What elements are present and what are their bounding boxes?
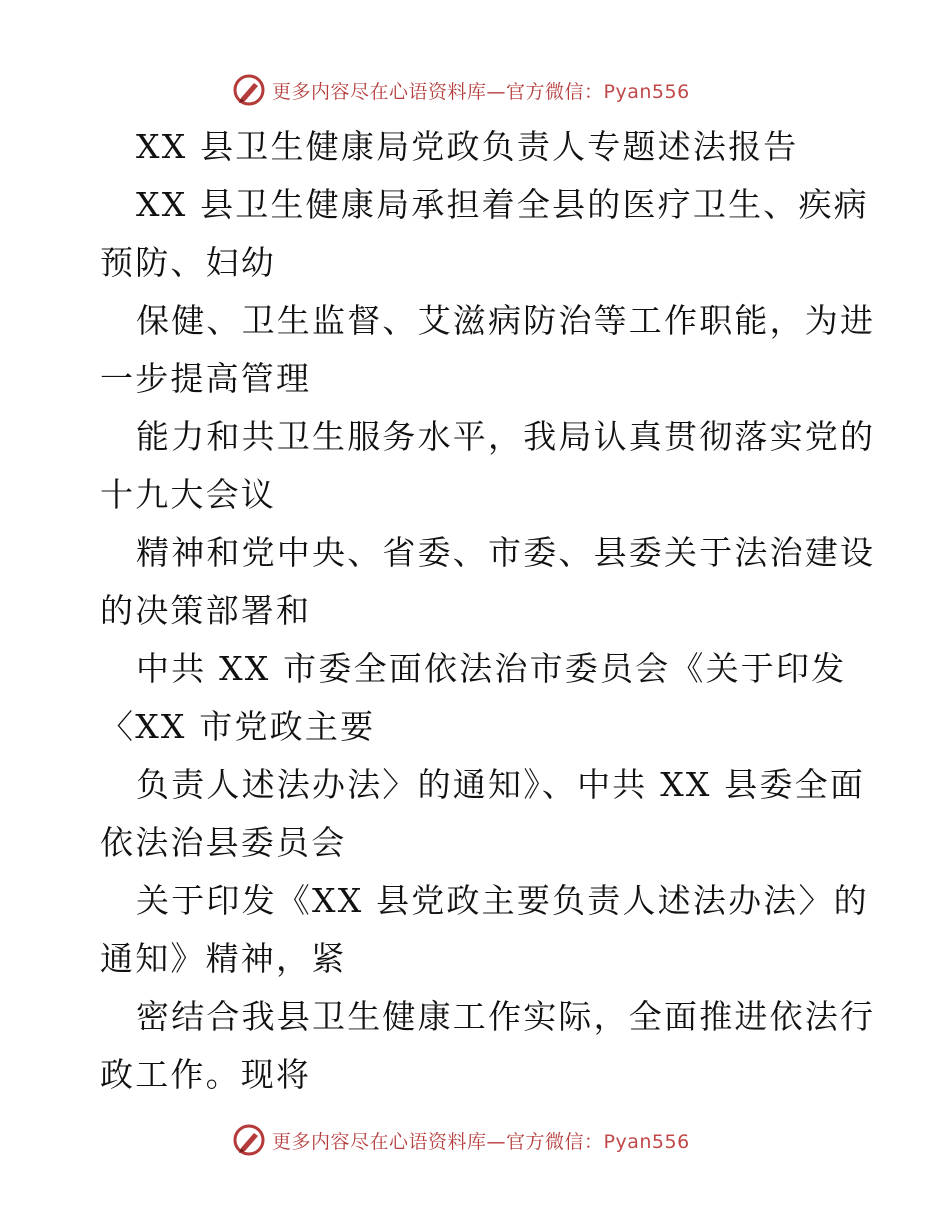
paragraph-line: 一步提高管理 — [100, 359, 312, 398]
paragraph-line: 预防、妇幼 — [100, 243, 276, 282]
paragraph-line: 依法治县委员会 — [100, 823, 347, 862]
paragraph-line: 能力和共卫生服务水平，我局认真贯彻落实党的 — [136, 417, 876, 456]
pen-logo-icon — [232, 73, 266, 107]
watermark-label: 更多内容尽在心语资料库—官方微信： — [272, 1130, 604, 1153]
paragraph-line: 关于印发《XX 县党政主要负责人述法办法〉的 — [136, 881, 869, 920]
watermark-text — [272, 1127, 690, 1154]
paragraph-line: 十九大会议 — [100, 475, 276, 514]
watermark-label: 更多内容尽在心语资料库—官方微信： — [272, 80, 604, 103]
document-title: XX 县卫生健康局党政负责人专题述法报告 — [136, 127, 799, 166]
paragraph-line: 政工作。现将 — [100, 1055, 312, 1094]
paragraph-line: 密结合我县卫生健康工作实际，全面推进依法行 — [136, 997, 876, 1036]
paragraph-line: 负责人述法办法〉的通知》、中共 XX 县委全面 — [136, 765, 866, 804]
footer-watermark — [232, 1120, 752, 1160]
paragraph-line: 的决策部署和 — [100, 591, 312, 630]
paragraph-line: 通知》精神，紧 — [100, 939, 347, 978]
paragraph-line: XX 县卫生健康局承担着全县的医疗卫生、疾病 — [136, 185, 869, 224]
header-watermark — [232, 70, 752, 110]
watermark-handle: Pyan556 — [603, 80, 690, 103]
paragraph-line: 保健、卫生监督、艾滋病防治等工作职能，为进 — [136, 301, 876, 340]
pen-logo-icon — [232, 1123, 266, 1157]
paragraph-line: 中共 XX 市委全面依法治市委员会《关于印发 — [136, 649, 847, 688]
paragraph-line: 精神和党中央、省委、市委、县委关于法治建设 — [136, 533, 876, 572]
paragraph-line: 〈XX 市党政主要 — [100, 707, 376, 746]
watermark-handle: Pyan556 — [603, 1130, 690, 1153]
watermark-text — [272, 77, 690, 104]
